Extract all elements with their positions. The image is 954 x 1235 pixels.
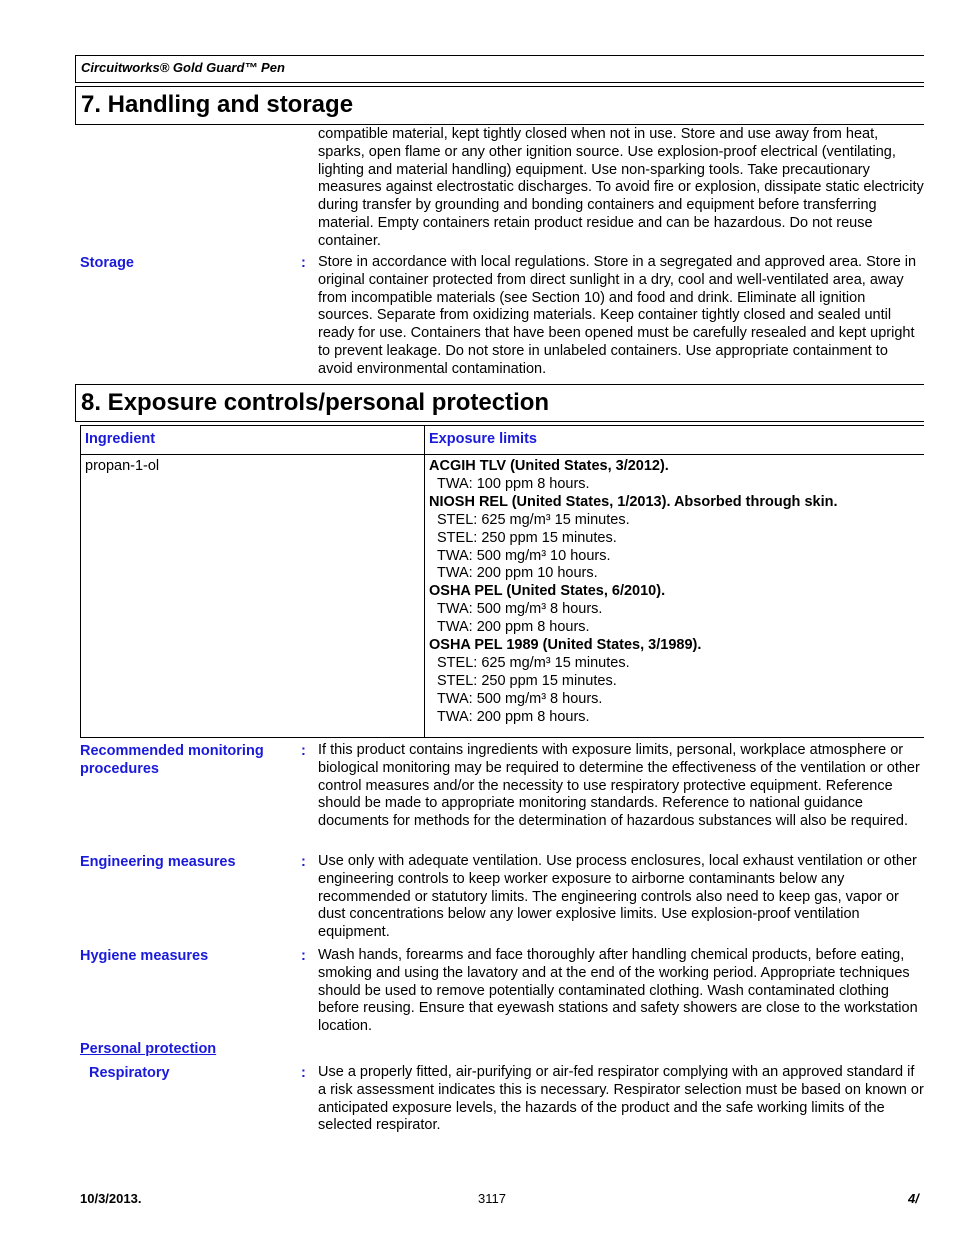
section-8-title: 8. Exposure controls/personal protection	[75, 384, 924, 422]
respiratory-colon: :	[301, 1065, 306, 1081]
limit-value: TWA: 500 mg/m³ 10 hours.	[437, 547, 611, 564]
exposure-limits-cell	[429, 458, 838, 727]
table-header-divider	[81, 454, 924, 455]
footer-page-number: 4/	[908, 1191, 919, 1206]
limit-agency: OSHA PEL (United States, 6/2010).	[429, 583, 666, 600]
limit-agency: NIOSH REL (United States, 1/2013). Absorbed through skin.	[429, 493, 838, 510]
footer-date: 10/3/2013.	[80, 1191, 142, 1206]
ingredient-cell: propan-1-ol	[85, 458, 160, 474]
limit-value: STEL: 250 ppm 15 minutes.	[437, 672, 617, 689]
hygiene-colon: :	[301, 948, 306, 964]
storage-text: Store in accordance with local regulations. Store in a segregated and approved area. Store in original container protected from direct sunlight in a dry, cool and well-ventilated area, away from incompatible materials (see Section 10) and food and drink. Eliminate all ignition sources. Separate from oxidizing materials. Keep container tightly closed and sealed until ready for use. Containers that have been opened must be carefully resealed and kept upright to prevent leakage. Do not store in unlabeled containers. Use appropriate containment to avoid environmental contamination.	[318, 254, 917, 377]
handling-continued-text: compatible material, kept tightly closed when not in use. Store and use away from heat, sparks, open flame or any other ignition source. Use explosion-proof electrical (ventilating, lighting and material handling) equipment. Use non-sparking tools. Take precautionary measures against electrostatic discharges. To avoid fire or explosion, dissipate static electricity during transfer by grounding and bonding containers and equipment before transferring material. Empty containers retain product residue and can be hazardous. Do not reuse container.	[318, 126, 924, 249]
hygiene-text: Wash hands, forearms and face thoroughly after handling chemical products, before eating, smoking and using the lavatory and at the end of the working period. Appropriate techniques should be used to remove potentially contaminated clothing. Wash contaminated clothing before reusing. Ensure that eyewash stations and safety showers are close to the workstation location.	[318, 947, 918, 1035]
table-column-divider	[424, 426, 425, 737]
limit-value: TWA: 500 mg/m³ 8 hours.	[437, 690, 603, 707]
limit-value: TWA: 200 ppm 8 hours.	[437, 708, 590, 725]
storage-colon: :	[301, 255, 306, 271]
product-name-header: Circuitworks® Gold Guard™ Pen	[75, 55, 924, 83]
limit-value: TWA: 500 mg/m³ 8 hours.	[437, 601, 603, 618]
limit-value: TWA: 200 ppm 10 hours.	[437, 565, 598, 582]
engineering-text: Use only with adequate ventilation. Use process enclosures, local exhaust ventilation or other engineering controls to keep worker exposure to airborne contaminants below any recommended or statutory limits. The engineering controls also need to keep gas, vapor or dust concentrations below any lower explosive limits. Use explosion-proof ventilation equipment.	[318, 853, 917, 941]
storage-label: Storage	[80, 255, 134, 271]
engineering-colon: :	[301, 854, 306, 870]
personal-protection-label: Personal protection	[80, 1041, 217, 1057]
limit-value: TWA: 200 ppm 8 hours.	[437, 619, 590, 636]
limit-agency: ACGIH TLV (United States, 3/2012).	[429, 458, 669, 474]
respiratory-label: Respiratory	[89, 1065, 170, 1081]
monitoring-colon: :	[301, 743, 306, 759]
monitoring-label: Recommended monitoring procedures	[80, 743, 264, 777]
limit-agency: OSHA PEL 1989 (United States, 3/1989).	[429, 637, 702, 654]
limit-value: STEL: 250 ppm 15 minutes.	[437, 529, 617, 546]
ingredient-column-header: Ingredient	[85, 431, 156, 447]
exposure-limits-column-header: Exposure limits	[429, 431, 537, 447]
footer-document-code: 3117	[478, 1191, 506, 1206]
respiratory-text: Use a properly fitted, air-purifying or air-fed respirator complying with an approved standard if a risk assessment indicates this is necessary. Respirator selection must be based on known or anticipated exposure levels, the hazards of the product and the safe working limits of the selected respirator.	[318, 1064, 924, 1134]
engineering-label: Engineering measures	[80, 854, 236, 870]
section-7-title: 7. Handling and storage	[75, 86, 924, 125]
hygiene-label: Hygiene measures	[80, 948, 209, 964]
limit-value: STEL: 625 mg/m³ 15 minutes.	[437, 511, 630, 528]
limit-value: TWA: 100 ppm 8 hours.	[437, 475, 590, 492]
limit-value: STEL: 625 mg/m³ 15 minutes.	[437, 654, 630, 671]
monitoring-text: If this product contains ingredients with exposure limits, personal, workplace atmosphere or biological monitoring may be required to determine the effectiveness of the ventilation or other control measures and/or the necessity to use respiratory protective equipment. Reference should be made to appropriate monitoring standards. Reference to national guidance documents for methods for the determination of hazardous substances will also be required.	[318, 742, 920, 830]
exposure-limits-table	[80, 425, 924, 738]
